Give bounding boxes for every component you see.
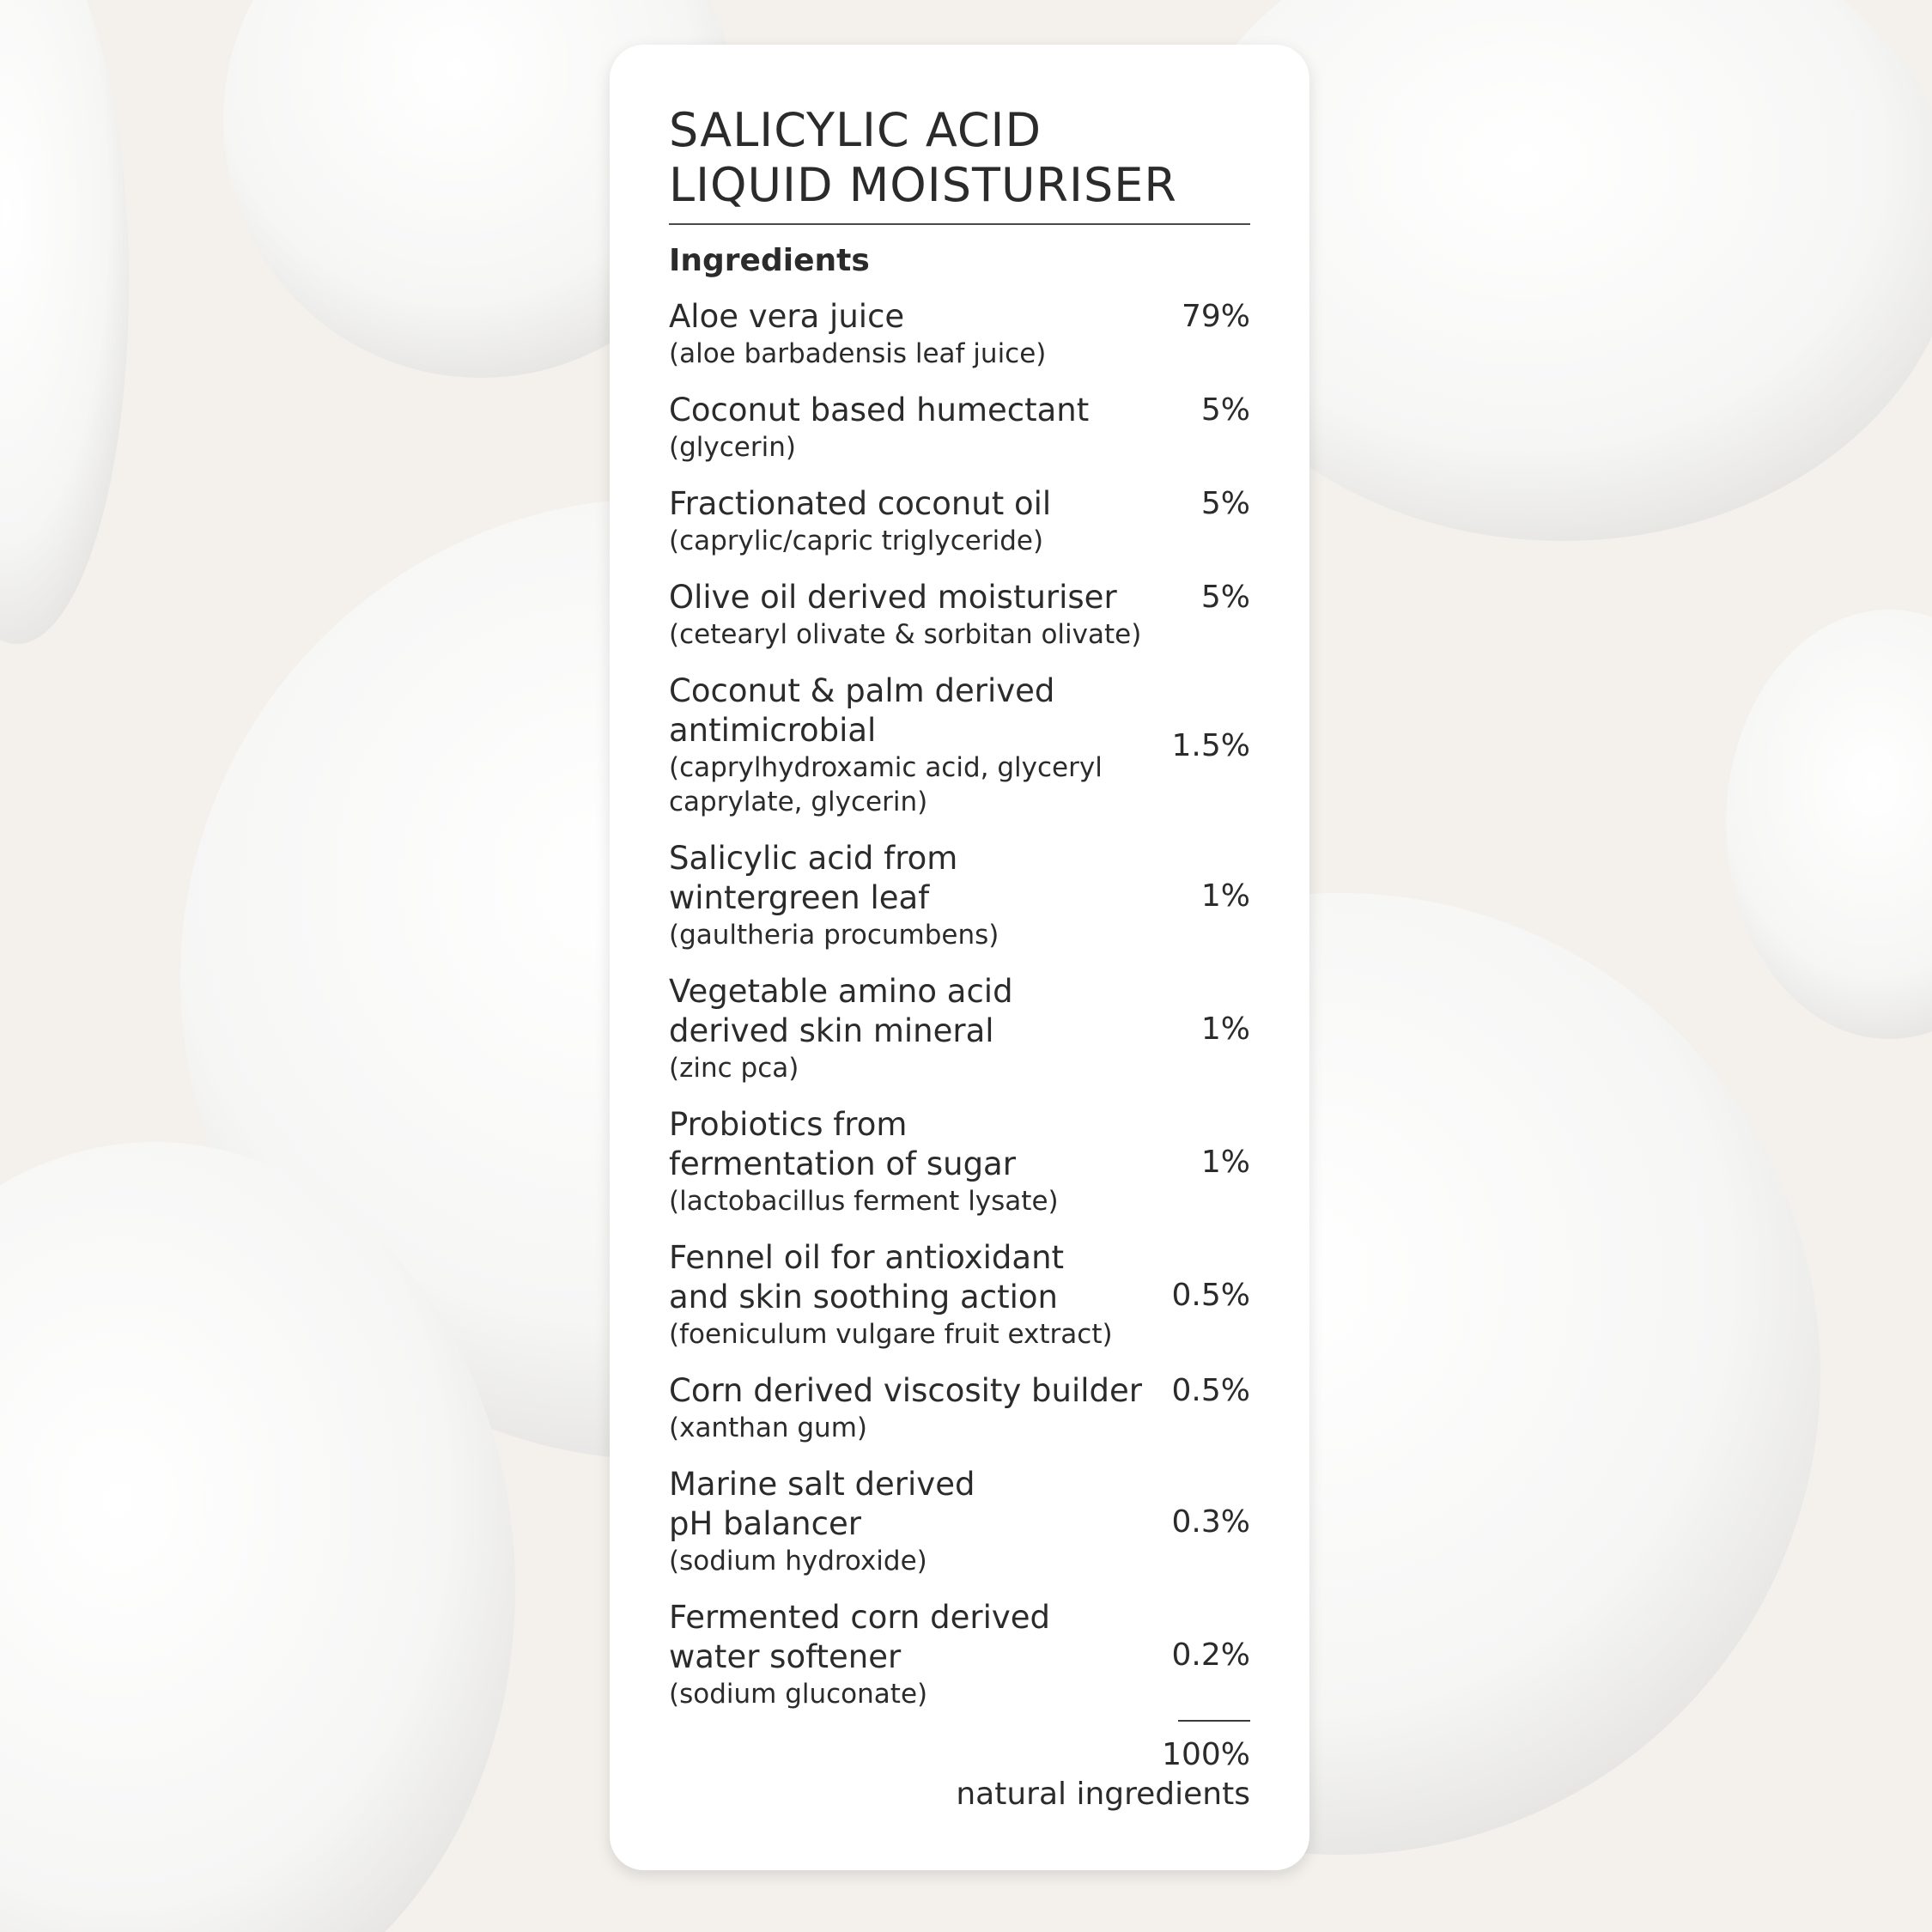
ingredient-inci-name: (zinc pca) <box>669 1053 799 1084</box>
ingredient-row <box>669 391 1250 465</box>
ingredient-inci-name: (aloe barbadensis leaf juice) <box>669 338 1047 369</box>
ingredient-row <box>669 1465 1250 1578</box>
ingredient-row <box>669 1598 1250 1711</box>
ingredient-percent: 0.5% <box>1171 1373 1250 1408</box>
ingredient-row <box>669 671 1250 819</box>
ingredient-row <box>669 578 1250 652</box>
ingredient-inci-name: (sodium hydroxide) <box>669 1546 927 1577</box>
ingredient-label-card <box>610 45 1309 1870</box>
ingredient-percent: 0.3% <box>1171 1504 1250 1540</box>
ingredient-row <box>669 972 1250 1085</box>
product-title: SALICYLIC ACID LIQUID MOISTURISER <box>669 103 1250 225</box>
ingredient-name: Fennel oil for antioxidant and skin soothing action <box>669 1239 1065 1315</box>
ingredient-percent: 0.5% <box>1171 1277 1250 1313</box>
ingredient-name: Coconut based humectant <box>669 392 1090 428</box>
ingredient-name: Salicylic acid from wintergreen leaf <box>669 840 958 916</box>
ingredient-row <box>669 839 1250 952</box>
ingredient-name: Marine salt derived pH balancer <box>669 1466 975 1542</box>
ingredient-name: Probiotics from fermentation of sugar <box>669 1106 1016 1182</box>
ingredient-list <box>669 297 1250 1711</box>
ingredient-info <box>669 1598 1156 1711</box>
total-value: 100% <box>1162 1737 1250 1772</box>
ingredient-name: Vegetable amino acid derived skin mineral <box>669 973 1013 1049</box>
ingredient-percent: 0.2% <box>1171 1637 1250 1673</box>
ingredient-info <box>669 1105 1156 1218</box>
ingredient-percent: 1% <box>1200 878 1250 914</box>
ingredient-row <box>669 1105 1250 1218</box>
ingredient-inci-name: (gaultheria procumbens) <box>669 920 999 951</box>
total-label: natural ingredients <box>956 1777 1250 1812</box>
ingredient-info <box>669 972 1156 1085</box>
ingredient-percent: 5% <box>1200 486 1250 521</box>
ingredient-info <box>669 1465 1156 1578</box>
total-summary <box>669 1735 1250 1814</box>
ingredient-percent: 5% <box>1200 580 1250 615</box>
ingredient-row <box>669 1371 1250 1445</box>
ingredient-percent: 1% <box>1200 1011 1250 1047</box>
ingredient-name: Aloe vera juice <box>669 298 905 335</box>
ingredient-info <box>669 484 1156 558</box>
ingredient-name: Coconut & palm derived antimicrobial <box>669 672 1055 749</box>
ingredient-percent: 5% <box>1200 392 1250 428</box>
ingredient-info <box>669 839 1156 952</box>
ingredient-info <box>669 297 1156 371</box>
ingredient-info <box>669 391 1156 465</box>
ingredient-inci-name: (xanthan gum) <box>669 1413 868 1443</box>
ingredient-info <box>669 1238 1156 1352</box>
ingredient-inci-name: (caprylhydroxamic acid, glyceryl caprylate, glycerin) <box>669 752 1103 817</box>
ingredient-name: Olive oil derived moisturiser <box>669 579 1117 616</box>
ingredient-inci-name: (cetearyl olivate & sorbitan olivate) <box>669 619 1142 650</box>
ingredient-percent: 1% <box>1200 1144 1250 1180</box>
ingredient-name: Corn derived viscosity builder <box>669 1372 1143 1409</box>
ingredient-info <box>669 671 1156 819</box>
ingredient-inci-name: (glycerin) <box>669 432 796 463</box>
ingredient-inci-name: (foeniculum vulgare fruit extract) <box>669 1319 1113 1350</box>
ingredient-percent: 1.5% <box>1171 727 1250 763</box>
ingredient-row <box>669 1238 1250 1352</box>
ingredient-info <box>669 578 1156 652</box>
ingredient-percent: 79% <box>1181 299 1250 334</box>
total-divider <box>1178 1720 1250 1722</box>
ingredient-info <box>669 1371 1156 1445</box>
ingredient-inci-name: (sodium gluconate) <box>669 1679 928 1710</box>
ingredient-row <box>669 297 1250 371</box>
ingredient-inci-name: (lactobacillus ferment lysate) <box>669 1186 1059 1217</box>
ingredient-name: Fermented corn derived water softener <box>669 1599 1050 1675</box>
ingredient-name: Fractionated coconut oil <box>669 485 1052 522</box>
ingredient-inci-name: (caprylic/capric triglyceride) <box>669 526 1044 556</box>
ingredient-row <box>669 484 1250 558</box>
ingredients-heading: Ingredients <box>669 243 870 278</box>
